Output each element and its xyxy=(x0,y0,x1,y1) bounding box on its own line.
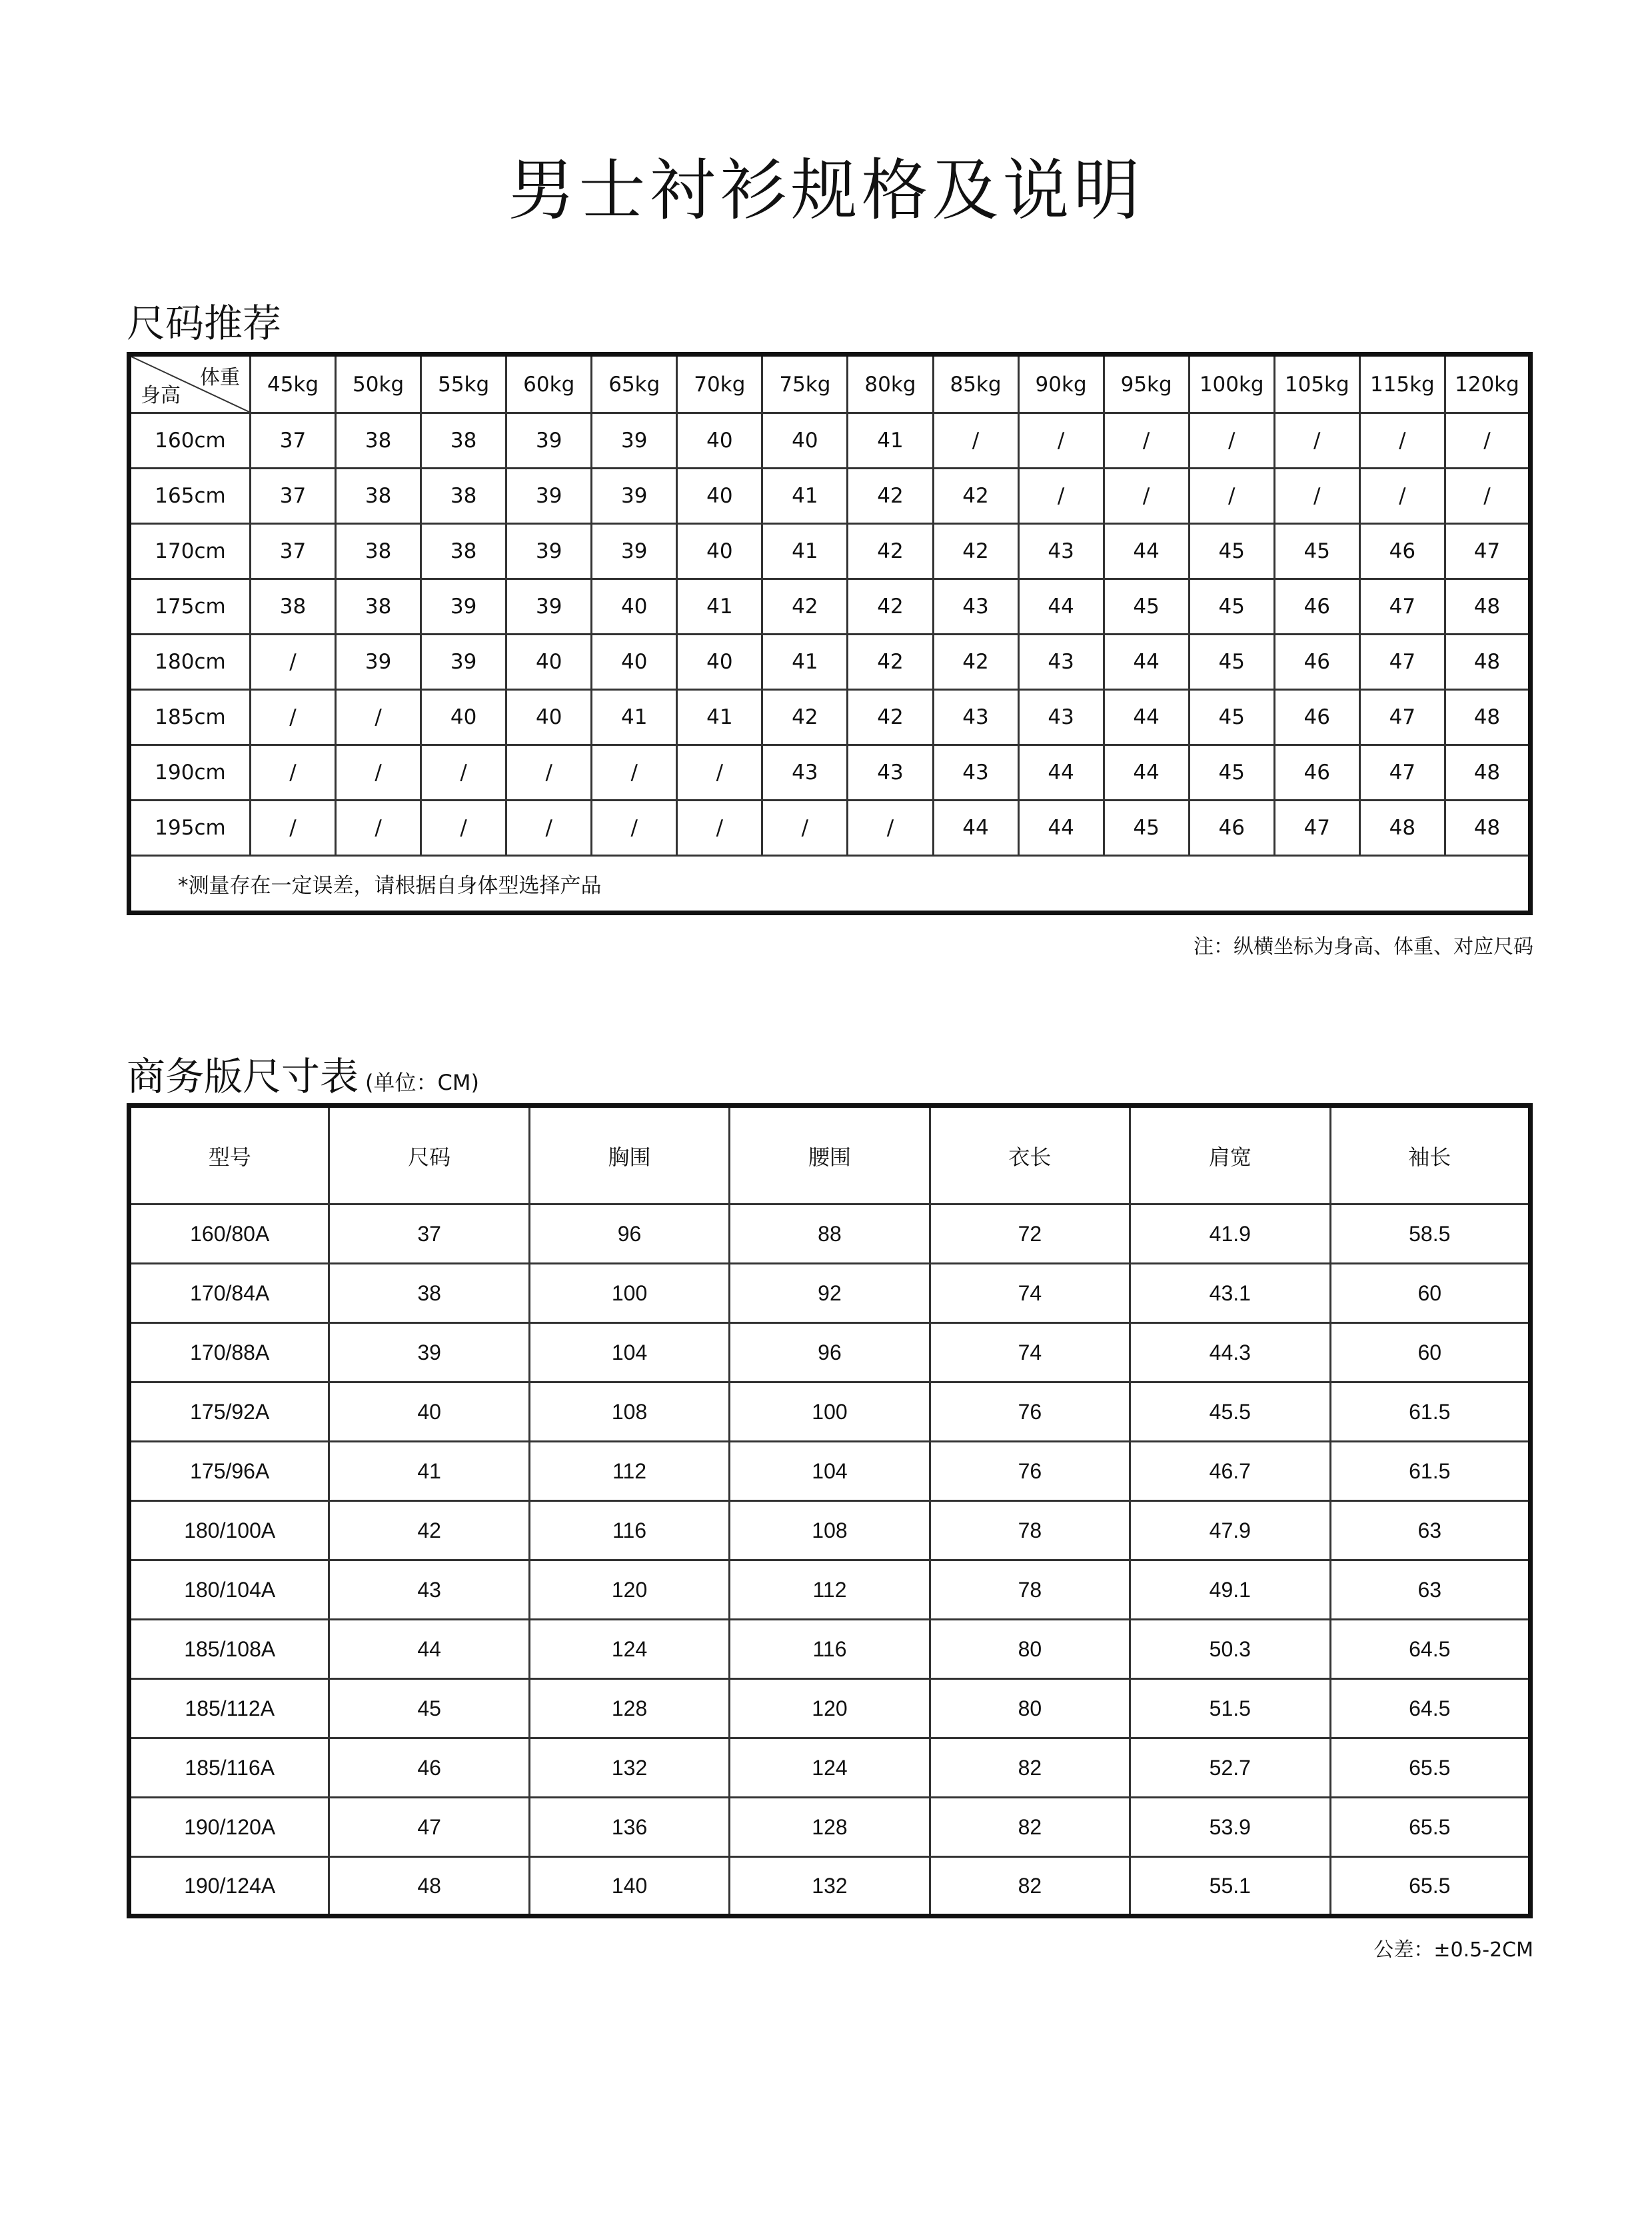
weight-header: 90kg xyxy=(1018,355,1104,413)
weight-header: 65kg xyxy=(592,355,677,413)
measure-cell: 65.5 xyxy=(1330,1738,1530,1798)
business-size-heading xyxy=(127,1045,479,1101)
model-cell: 160/80A xyxy=(129,1204,329,1264)
measure-cell: 104 xyxy=(529,1323,729,1382)
size-cell: / xyxy=(336,690,421,745)
measure-cell: 42 xyxy=(329,1501,529,1560)
size-cell: 46 xyxy=(1274,745,1359,801)
size-cell: / xyxy=(336,801,421,856)
size-cell: / xyxy=(1445,469,1530,524)
size-cell: 43 xyxy=(1018,635,1104,690)
measure-cell: 60 xyxy=(1330,1323,1530,1382)
size-cell: 37 xyxy=(251,469,336,524)
measure-cell: 45 xyxy=(329,1679,529,1738)
corner-height-label: 身高 xyxy=(141,384,181,407)
size-cell: 42 xyxy=(848,524,933,579)
measure-cell: 60 xyxy=(1330,1264,1530,1323)
size-cell: / xyxy=(1189,469,1274,524)
size-cell: / xyxy=(592,801,677,856)
size-cell: 42 xyxy=(848,690,933,745)
size-cell: 40 xyxy=(677,469,762,524)
measure-cell: 116 xyxy=(730,1620,930,1679)
measure-cell: 61.5 xyxy=(1330,1442,1530,1501)
unit-label: (单位：CM) xyxy=(365,1070,479,1095)
size-cell: 40 xyxy=(592,579,677,635)
measure-cell: 55.1 xyxy=(1130,1857,1330,1916)
size-cell: 41 xyxy=(762,469,848,524)
model-cell: 185/108A xyxy=(129,1620,329,1679)
measure-cell: 65.5 xyxy=(1330,1798,1530,1857)
size-cell: 38 xyxy=(336,469,421,524)
size-cell: 41 xyxy=(848,413,933,469)
size-cell: 38 xyxy=(421,524,506,579)
measure-cell: 100 xyxy=(730,1382,930,1442)
height-label: 180cm xyxy=(129,635,251,690)
column-header: 衣长 xyxy=(930,1106,1130,1204)
table-row xyxy=(129,469,1531,524)
size-cell: 48 xyxy=(1359,801,1445,856)
table-row xyxy=(129,1442,1531,1501)
page-title: 男士衬衫规格及说明 xyxy=(508,151,1144,229)
height-label: 170cm xyxy=(129,524,251,579)
model-cell: 175/92A xyxy=(129,1382,329,1442)
weight-header: 45kg xyxy=(251,355,336,413)
measure-cell: 39 xyxy=(329,1323,529,1382)
size-cell: / xyxy=(1018,469,1104,524)
size-cell: 40 xyxy=(677,635,762,690)
size-cell: 45 xyxy=(1274,524,1359,579)
size-cell: 43 xyxy=(762,745,848,801)
table-row xyxy=(129,1560,1531,1620)
size-cell: 39 xyxy=(421,579,506,635)
size-cell: 38 xyxy=(421,413,506,469)
size-cell: 45 xyxy=(1189,690,1274,745)
weight-header: 60kg xyxy=(506,355,592,413)
measure-cell: 53.9 xyxy=(1130,1798,1330,1857)
measure-cell: 82 xyxy=(930,1738,1130,1798)
height-label: 195cm xyxy=(129,801,251,856)
size-cell: 43 xyxy=(1018,524,1104,579)
table-row xyxy=(129,1323,1531,1382)
size-cell: / xyxy=(1104,413,1189,469)
size-cell: / xyxy=(1274,413,1359,469)
table-row xyxy=(129,1204,1531,1264)
size-cell: 45 xyxy=(1189,745,1274,801)
weight-header: 105kg xyxy=(1274,355,1359,413)
size-cell: 44 xyxy=(1018,579,1104,635)
table-row xyxy=(129,1264,1531,1323)
size-cell: 39 xyxy=(592,469,677,524)
size-cell: 47 xyxy=(1359,690,1445,745)
weight-header: 115kg xyxy=(1359,355,1445,413)
size-cell: 45 xyxy=(1104,579,1189,635)
measure-cell: 76 xyxy=(930,1382,1130,1442)
size-cell: 41 xyxy=(762,635,848,690)
measure-cell: 78 xyxy=(930,1560,1130,1620)
weight-header: 120kg xyxy=(1445,355,1530,413)
size-cell: / xyxy=(1189,413,1274,469)
size-cell: 40 xyxy=(506,690,592,745)
size-cell: / xyxy=(1359,413,1445,469)
measure-cell: 88 xyxy=(730,1204,930,1264)
size-cell: / xyxy=(1018,413,1104,469)
table-row xyxy=(129,524,1531,579)
measure-cell: 112 xyxy=(730,1560,930,1620)
size-cell: / xyxy=(592,745,677,801)
size-cell: / xyxy=(336,745,421,801)
measure-cell: 76 xyxy=(930,1442,1130,1501)
size-cell: 47 xyxy=(1359,745,1445,801)
corner-weight-label: 体重 xyxy=(200,366,240,389)
model-cell: 175/96A xyxy=(129,1442,329,1501)
size-cell: 38 xyxy=(336,524,421,579)
size-cell: / xyxy=(251,635,336,690)
size-cell: 38 xyxy=(421,469,506,524)
measure-cell: 78 xyxy=(930,1501,1130,1560)
size-cell: 37 xyxy=(251,413,336,469)
height-label: 185cm xyxy=(129,690,251,745)
size-cell: 46 xyxy=(1189,801,1274,856)
size-cell: 41 xyxy=(762,524,848,579)
measure-cell: 61.5 xyxy=(1330,1382,1530,1442)
weight-header: 100kg xyxy=(1189,355,1274,413)
size-cell: 44 xyxy=(1104,635,1189,690)
table-row xyxy=(129,579,1531,635)
size-cell: 42 xyxy=(762,690,848,745)
measure-cell: 50.3 xyxy=(1130,1620,1330,1679)
size-recommend-heading: 尺码推荐 xyxy=(127,301,282,346)
size-cell: 46 xyxy=(1274,690,1359,745)
tolerance-note: 公差：±0.5-2CM xyxy=(1373,1938,1533,1962)
measure-cell: 40 xyxy=(329,1382,529,1442)
size-cell: 40 xyxy=(421,690,506,745)
table-row xyxy=(129,690,1531,745)
measure-cell: 140 xyxy=(529,1857,729,1916)
size-cell: / xyxy=(848,801,933,856)
size-cell: 39 xyxy=(592,524,677,579)
size-cell: 44 xyxy=(1104,690,1189,745)
table-row xyxy=(129,1382,1531,1442)
measure-cell: 120 xyxy=(529,1560,729,1620)
measure-cell: 64.5 xyxy=(1330,1620,1530,1679)
measure-cell: 82 xyxy=(930,1798,1130,1857)
size-cell: 46 xyxy=(1274,635,1359,690)
measure-cell: 58.5 xyxy=(1330,1204,1530,1264)
size-cell: 48 xyxy=(1445,579,1530,635)
axis-note: 注：纵横坐标为身高、体重、对应尺码 xyxy=(1194,935,1533,959)
size-cell: 44 xyxy=(1104,524,1189,579)
size-cell: 43 xyxy=(1018,690,1104,745)
measure-cell: 48 xyxy=(329,1857,529,1916)
size-cell: 42 xyxy=(848,579,933,635)
size-cell: 45 xyxy=(1189,635,1274,690)
size-cell: / xyxy=(1274,469,1359,524)
model-cell: 190/124A xyxy=(129,1857,329,1916)
table-row xyxy=(129,1501,1531,1560)
size-cell: / xyxy=(251,801,336,856)
height-label: 190cm xyxy=(129,745,251,801)
size-recommend-table xyxy=(127,352,1533,915)
measure-cell: 96 xyxy=(730,1323,930,1382)
table-row xyxy=(129,745,1531,801)
measure-cell: 46 xyxy=(329,1738,529,1798)
size-cell: 48 xyxy=(1445,690,1530,745)
size-cell: 47 xyxy=(1445,524,1530,579)
height-label: 165cm xyxy=(129,469,251,524)
size-cell: 48 xyxy=(1445,745,1530,801)
height-label: 175cm xyxy=(129,579,251,635)
size-cell: 47 xyxy=(1359,635,1445,690)
weight-header: 70kg xyxy=(677,355,762,413)
model-cell: 190/120A xyxy=(129,1798,329,1857)
measure-cell: 44 xyxy=(329,1620,529,1679)
size-cell: 45 xyxy=(1104,801,1189,856)
column-header: 尺码 xyxy=(329,1106,529,1204)
size-cell: 42 xyxy=(933,524,1018,579)
measure-cell: 132 xyxy=(529,1738,729,1798)
size-cell: 42 xyxy=(762,579,848,635)
table-row xyxy=(129,1679,1531,1738)
measure-cell: 43.1 xyxy=(1130,1264,1330,1323)
size-cell: 45 xyxy=(1189,524,1274,579)
size-cell: 37 xyxy=(251,524,336,579)
size-cell: 39 xyxy=(506,524,592,579)
size-cell: / xyxy=(506,745,592,801)
column-header: 胸围 xyxy=(529,1106,729,1204)
measure-cell: 63 xyxy=(1330,1560,1530,1620)
column-header: 腰围 xyxy=(730,1106,930,1204)
column-header: 型号 xyxy=(129,1106,329,1204)
measure-cell: 41.9 xyxy=(1130,1204,1330,1264)
measure-cell: 45.5 xyxy=(1130,1382,1330,1442)
weight-header: 55kg xyxy=(421,355,506,413)
weight-header: 75kg xyxy=(762,355,848,413)
measure-cell: 43 xyxy=(329,1560,529,1620)
size-cell: 42 xyxy=(848,469,933,524)
table-row xyxy=(129,1738,1531,1798)
table-row xyxy=(129,1857,1531,1916)
size-cell: / xyxy=(506,801,592,856)
size-cell: 40 xyxy=(762,413,848,469)
measure-cell: 74 xyxy=(930,1323,1130,1382)
table-row xyxy=(129,413,1531,469)
measure-cell: 47.9 xyxy=(1130,1501,1330,1560)
measure-cell: 65.5 xyxy=(1330,1857,1530,1916)
measure-cell: 72 xyxy=(930,1204,1130,1264)
size-cell: 42 xyxy=(848,635,933,690)
measure-cell: 108 xyxy=(529,1382,729,1442)
measure-cell: 47 xyxy=(329,1798,529,1857)
measure-cell: 96 xyxy=(529,1204,729,1264)
measure-cell: 51.5 xyxy=(1130,1679,1330,1738)
measure-cell: 116 xyxy=(529,1501,729,1560)
size-cell: 40 xyxy=(677,413,762,469)
corner-cell xyxy=(129,355,251,413)
measure-cell: 92 xyxy=(730,1264,930,1323)
model-cell: 180/104A xyxy=(129,1560,329,1620)
size-cell: 43 xyxy=(933,745,1018,801)
size-cell: / xyxy=(1445,413,1530,469)
size-cell: 43 xyxy=(933,690,1018,745)
measure-cell: 128 xyxy=(529,1679,729,1738)
measure-cell: 49.1 xyxy=(1130,1560,1330,1620)
measure-cell: 112 xyxy=(529,1442,729,1501)
measure-cell: 80 xyxy=(930,1620,1130,1679)
size-cell: 41 xyxy=(677,579,762,635)
measure-cell: 104 xyxy=(730,1442,930,1501)
size-cell: 47 xyxy=(1359,579,1445,635)
measure-cell: 132 xyxy=(730,1857,930,1916)
measurement-note: *测量存在一定误差，请根据自身体型选择产品 xyxy=(129,856,1531,913)
size-cell: 38 xyxy=(336,413,421,469)
model-cell: 185/112A xyxy=(129,1679,329,1738)
size-cell: 38 xyxy=(336,579,421,635)
model-cell: 185/116A xyxy=(129,1738,329,1798)
size-cell: 39 xyxy=(421,635,506,690)
header-row xyxy=(129,1106,1531,1204)
business-size-heading-text: 商务版尺寸表 xyxy=(127,1054,359,1099)
size-cell: 45 xyxy=(1189,579,1274,635)
size-cell: 46 xyxy=(1274,579,1359,635)
business-size-table xyxy=(127,1103,1533,1918)
column-header: 肩宽 xyxy=(1130,1106,1330,1204)
model-cell: 170/88A xyxy=(129,1323,329,1382)
measure-cell: 128 xyxy=(730,1798,930,1857)
measure-cell: 64.5 xyxy=(1330,1679,1530,1738)
size-cell: 48 xyxy=(1445,635,1530,690)
size-cell: 44 xyxy=(1104,745,1189,801)
size-cell: / xyxy=(933,413,1018,469)
table-row xyxy=(129,801,1531,856)
size-cell: 44 xyxy=(1018,801,1104,856)
table-row xyxy=(129,1798,1531,1857)
measure-cell: 108 xyxy=(730,1501,930,1560)
size-cell: 41 xyxy=(592,690,677,745)
measure-cell: 100 xyxy=(529,1264,729,1323)
size-cell: 44 xyxy=(1018,745,1104,801)
size-cell: 42 xyxy=(933,635,1018,690)
measure-cell: 37 xyxy=(329,1204,529,1264)
size-cell: 40 xyxy=(506,635,592,690)
size-cell: / xyxy=(1359,469,1445,524)
measure-cell: 124 xyxy=(529,1620,729,1679)
weight-header: 50kg xyxy=(336,355,421,413)
size-cell: / xyxy=(1104,469,1189,524)
size-cell: 39 xyxy=(336,635,421,690)
size-cell: / xyxy=(251,690,336,745)
size-cell: 47 xyxy=(1274,801,1359,856)
measure-cell: 52.7 xyxy=(1130,1738,1330,1798)
size-cell: / xyxy=(251,745,336,801)
size-cell: 46 xyxy=(1359,524,1445,579)
size-cell: 42 xyxy=(933,469,1018,524)
size-cell: 48 xyxy=(1445,801,1530,856)
size-cell: / xyxy=(421,745,506,801)
size-cell: 39 xyxy=(592,413,677,469)
measure-cell: 136 xyxy=(529,1798,729,1857)
weight-header: 80kg xyxy=(848,355,933,413)
measure-cell: 124 xyxy=(730,1738,930,1798)
measure-cell: 63 xyxy=(1330,1501,1530,1560)
measure-cell: 46.7 xyxy=(1130,1442,1330,1501)
model-cell: 170/84A xyxy=(129,1264,329,1323)
measure-cell: 82 xyxy=(930,1857,1130,1916)
size-cell: 40 xyxy=(592,635,677,690)
note-row xyxy=(129,856,1531,913)
measure-cell: 74 xyxy=(930,1264,1130,1323)
size-cell: / xyxy=(677,745,762,801)
column-header: 袖长 xyxy=(1330,1106,1530,1204)
measure-cell: 120 xyxy=(730,1679,930,1738)
size-cell: 43 xyxy=(933,579,1018,635)
size-cell: / xyxy=(762,801,848,856)
size-cell: 39 xyxy=(506,413,592,469)
size-cell: 41 xyxy=(677,690,762,745)
measure-cell: 41 xyxy=(329,1442,529,1501)
size-cell: 39 xyxy=(506,469,592,524)
size-cell: 43 xyxy=(848,745,933,801)
table-row xyxy=(129,1620,1531,1679)
measure-cell: 80 xyxy=(930,1679,1130,1738)
size-cell: 44 xyxy=(933,801,1018,856)
size-cell: 38 xyxy=(251,579,336,635)
size-cell: 39 xyxy=(506,579,592,635)
measure-cell: 44.3 xyxy=(1130,1323,1330,1382)
height-label: 160cm xyxy=(129,413,251,469)
weight-header: 85kg xyxy=(933,355,1018,413)
header-row xyxy=(129,355,1531,413)
table-row xyxy=(129,635,1531,690)
model-cell: 180/100A xyxy=(129,1501,329,1560)
measure-cell: 38 xyxy=(329,1264,529,1323)
size-cell: / xyxy=(421,801,506,856)
weight-header: 95kg xyxy=(1104,355,1189,413)
size-cell: 40 xyxy=(677,524,762,579)
size-cell: / xyxy=(677,801,762,856)
